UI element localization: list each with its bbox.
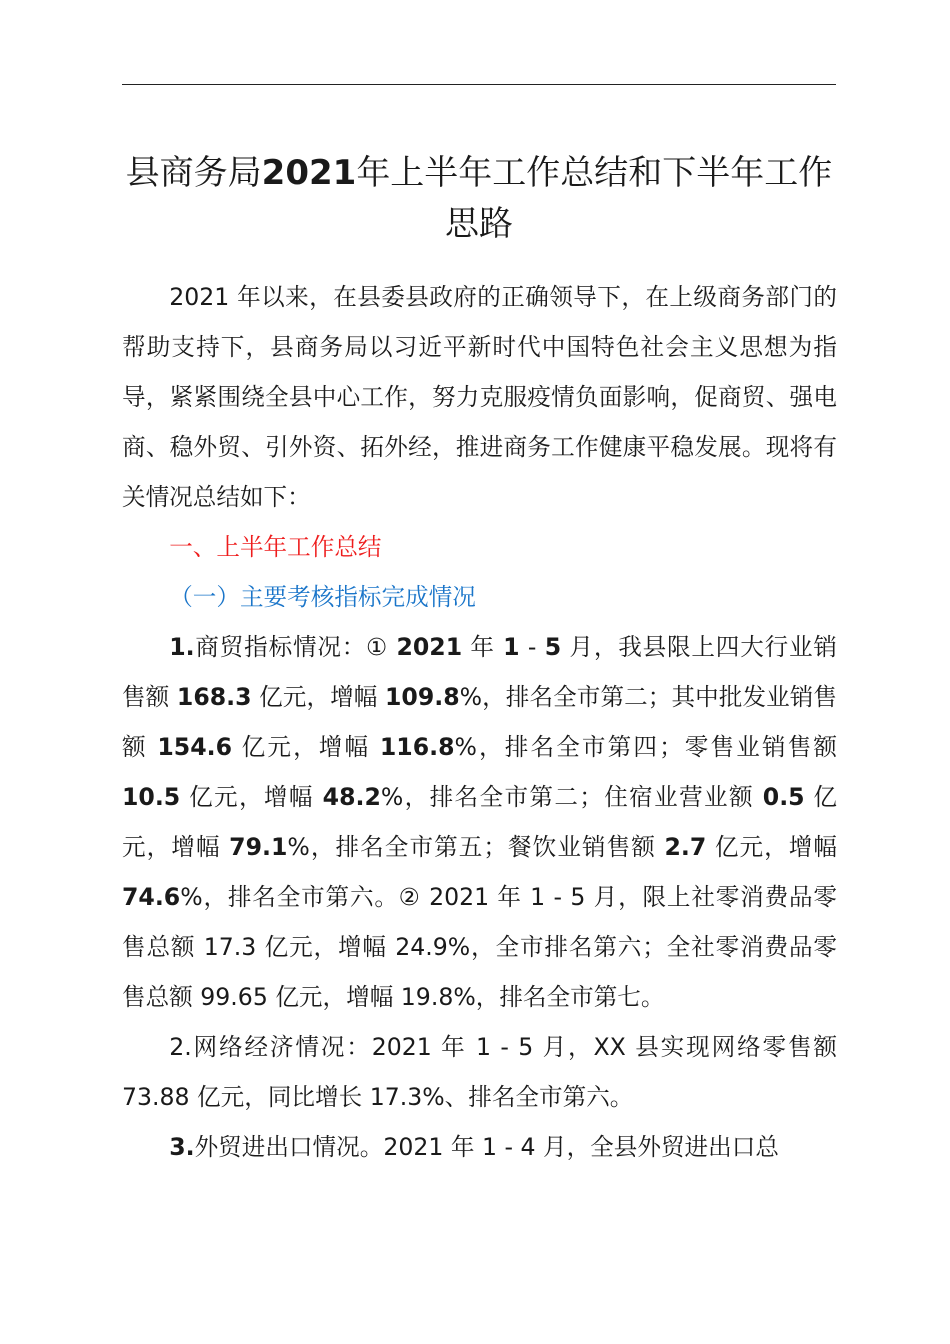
item-1-text: %，排名全市第二；其中批发业销售额 <box>122 683 838 761</box>
item-1-value: 154.6 <box>157 733 232 761</box>
item-1-text: 商贸指标情况：① <box>194 633 397 661</box>
page-title <box>122 148 836 250</box>
item-1-text: 亿元，增幅 <box>232 733 380 761</box>
item-1-text: %，排名全市第二；住宿业营业额 <box>380 783 763 811</box>
header-rule <box>122 84 836 85</box>
item-1-value: 79.1 <box>229 833 288 861</box>
item-1-number: 1. <box>169 633 195 661</box>
item-1-text: 月，我县限上四大行业销售额 <box>122 633 838 711</box>
item-1-value: 10.5 <box>122 783 181 811</box>
item-1-text: 年 <box>462 633 504 661</box>
item-1-text: 亿元，增幅 <box>180 783 323 811</box>
title-year: 2021 <box>261 153 357 193</box>
item-1-value: 74.6 <box>122 883 181 911</box>
item-1-text: 亿元，增幅 <box>706 833 838 861</box>
title-post: 年上半年工作总结和下半年工作思路 <box>356 153 833 244</box>
item-1-text: %，排名全市第四；零售业销售额 <box>454 733 838 761</box>
subsection-heading-1: （一）主要考核指标完成情况 <box>169 583 476 611</box>
item-1-text: 亿元，增幅 <box>122 783 838 861</box>
item-1-paragraph <box>122 622 837 1022</box>
title-pre: 县商务局 <box>125 153 262 193</box>
item-1-value: 5 <box>544 633 562 661</box>
item-1-value: 48.2 <box>322 783 381 811</box>
item-1-value: 2021 <box>396 633 463 661</box>
item-3-paragraph <box>122 1122 837 1172</box>
item-1-value: 2.7 <box>664 833 707 861</box>
intro-paragraph: 2021 年以来，在县委县政府的正确领导下，在上级商务部门的帮助支持下，县商务局以习近平新时代中国特色社会主义思想为指导，紧紧围绕全县中心工作，努力克服疫情负面影响，促商贸、强电商、稳外贸、引外资、拓外经，推进商务工作健康平稳发展。现将有关情况总结如下： <box>122 283 837 511</box>
item-1-text: - <box>519 633 545 661</box>
item-1-value: 1 <box>503 633 520 661</box>
item-3-number: 3. <box>169 1133 195 1161</box>
item-1-value: 168.3 <box>176 683 252 711</box>
item-1-value: 116.8 <box>379 733 455 761</box>
item-1-value: 109.8 <box>385 683 460 711</box>
item-1-text: 亿元，增幅 <box>251 683 386 711</box>
document-body <box>122 272 837 1172</box>
item-1-value: 0.5 <box>762 783 805 811</box>
section-heading-1: 一、上半年工作总结 <box>169 533 382 561</box>
item-2-paragraph: 2.网络经济情况：2021 年 1 - 5 月，XX 县实现网络零售额 73.88 亿元，同比增长 17.3%、排名全市第六。 <box>122 1033 837 1111</box>
item-3-text: 外贸进出口情况。2021 年 1 - 4 月，全县外贸进出口总 <box>194 1133 779 1161</box>
item-1-text: %，排名全市第六。② 2021 年 1 - 5 月，限上社零消费品零售总额 17.3 亿元，增幅 24.9%，全市排名第六；全社零消费品零售总额 99.65 亿元，增幅 19.8%，排名全市第七。 <box>122 883 837 1011</box>
item-1-text: %，排名全市第五；餐饮业销售额 <box>287 833 665 861</box>
